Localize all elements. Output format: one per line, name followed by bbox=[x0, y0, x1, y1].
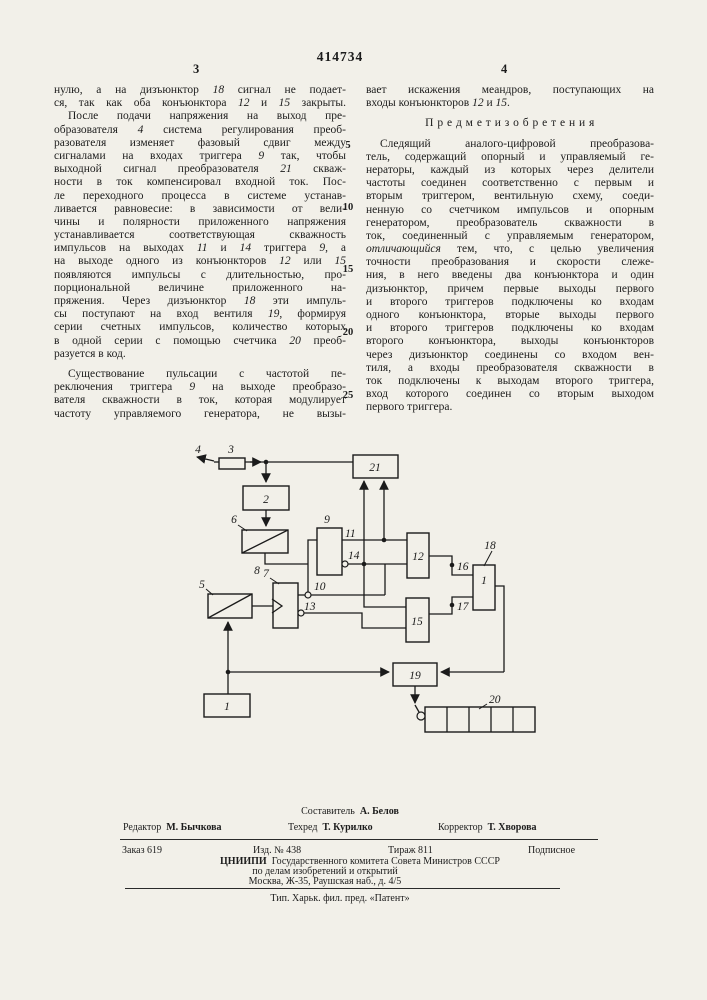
corrector-label: Корректор bbox=[438, 822, 483, 833]
junction-dot bbox=[264, 460, 269, 465]
text-line: ле переходного процесса в системе устанав- bbox=[54, 189, 346, 202]
wire-8-into-9 bbox=[308, 540, 317, 564]
compiler-line bbox=[150, 806, 550, 817]
subscription-note: Подписное bbox=[528, 845, 576, 856]
leader-18 bbox=[484, 551, 492, 566]
wire-stub bbox=[415, 705, 419, 712]
counter-input-circle bbox=[417, 712, 425, 720]
text-line: на выходе одного из конъюнкторов 12 или 15 bbox=[54, 255, 346, 268]
label-8: 8 bbox=[254, 565, 260, 577]
gutter-line-number: 5 bbox=[345, 140, 351, 151]
page-number-left: 3 bbox=[193, 62, 200, 76]
techred-label: Техред bbox=[288, 822, 318, 833]
label-or-symbol: 1 bbox=[481, 575, 487, 587]
label-2: 2 bbox=[263, 494, 269, 506]
text-line: через дизъюнктор соединены со входом вен- bbox=[366, 348, 654, 361]
junction-dot-17 bbox=[450, 603, 455, 608]
text-line: второго конъюнктора, выходы конъюнкторов bbox=[366, 335, 654, 348]
text-line: ся, так как оба конъюнктора 12 и 15 закрыты. bbox=[54, 97, 346, 110]
text-line: устанавливается соответствующая скважность bbox=[54, 229, 346, 242]
text-line: отличающийся тем, что, с целью увеличения bbox=[366, 243, 654, 256]
text-line: серии счетных импульсов, количество которых bbox=[54, 321, 346, 334]
text-line: сы поступают на вход вентиля 19, формируя bbox=[54, 308, 346, 321]
junction-dot bbox=[362, 562, 367, 567]
text-line: генератором, преобразователь скважности в bbox=[366, 216, 654, 229]
block-9-trigger bbox=[317, 528, 342, 575]
input-terminal-arrow bbox=[197, 457, 214, 461]
org-description: Государственного комитета Совета Министров СССР bbox=[271, 856, 500, 867]
output-circle-10 bbox=[305, 592, 311, 598]
block-5-diagonal bbox=[208, 594, 252, 618]
text-line: порциональной величине приложенного на- bbox=[54, 281, 346, 294]
label-15: 15 bbox=[411, 616, 423, 628]
text-line: и второго триггеров подключены ко входам bbox=[366, 322, 654, 335]
text-line bbox=[366, 131, 654, 138]
text-line: появляются импульсы с длительностью, про- bbox=[54, 268, 346, 281]
gutter-line-number: 15 bbox=[342, 264, 354, 275]
label-21: 21 bbox=[369, 462, 381, 474]
text-line: вает искажения меандров, поступающих на bbox=[366, 84, 654, 96]
org-line2: по делам изобретений и открытий bbox=[252, 866, 398, 877]
text-line: пряжения. Через дизъюнктор 18 эти импуль- bbox=[54, 295, 346, 307]
text-line: частоту управляемого генератора, не вызы- bbox=[54, 407, 346, 420]
printer-line: Тип. Харьк. фил. пред. «Патент» bbox=[270, 893, 410, 904]
text-line: ности в ток компенсировал входной ток. Пос- bbox=[54, 176, 346, 189]
block-18-disjunctor bbox=[473, 565, 495, 610]
label-10: 10 bbox=[314, 581, 326, 593]
org-name: ЦНИИПИ bbox=[220, 856, 267, 867]
text-line: реключения триггера 9 на выходе преобразо- bbox=[54, 381, 346, 394]
editor-credit bbox=[123, 822, 222, 833]
corrector-name: Т. Хворова bbox=[487, 822, 537, 833]
text-line: вателя скважности в ток, которая модулирует bbox=[54, 394, 346, 407]
diagram-blocks bbox=[204, 455, 535, 732]
circuit-block-diagram bbox=[180, 438, 565, 745]
label-20: 20 bbox=[489, 694, 501, 706]
print-run: Тираж 811 bbox=[388, 845, 433, 856]
wire-8 bbox=[265, 553, 308, 564]
label-19: 19 bbox=[409, 670, 421, 682]
text-line: чины и полярности приложенного напряжения bbox=[54, 215, 346, 228]
gutter-line-number: 10 bbox=[342, 202, 354, 213]
text-line: После подачи напряжения на выход пре- bbox=[68, 110, 346, 123]
text-line: вход которого соединен со вторым выходом bbox=[366, 388, 654, 401]
footer-rule bbox=[120, 839, 598, 840]
text-line: разователя изменяет фазовый сдвиг между bbox=[54, 136, 346, 149]
text-line: в одной серии с помощью счетчика 20 преоб- bbox=[54, 334, 346, 347]
label-9: 9 bbox=[324, 514, 330, 526]
label-4: 4 bbox=[195, 444, 201, 456]
text-line: импульсов на выходах 11 и 14 триггера 9, а bbox=[54, 242, 347, 255]
text-line: частоты соединен соответственно с первым и bbox=[366, 177, 654, 190]
text-line bbox=[54, 361, 346, 368]
block-7-trigger bbox=[273, 583, 298, 628]
text-line: первого триггера. bbox=[366, 401, 453, 414]
text-line: дизъюнктор, причем первые выходы первого bbox=[366, 282, 654, 295]
text-line: тель, содержащий опорный и управляемый ге- bbox=[366, 150, 654, 163]
text-line: нераторы, каждый из которых через делители bbox=[366, 163, 654, 176]
text-line: вторым триггером, вентильную схему, соеди- bbox=[366, 190, 654, 203]
gutter-line-number: 20 bbox=[342, 327, 354, 338]
block-3-resistor bbox=[219, 458, 245, 469]
label-7: 7 bbox=[263, 568, 269, 580]
text-line: ток, соединенный с управляемым генератором, bbox=[366, 229, 654, 242]
label-14: 14 bbox=[348, 550, 360, 562]
right-text-column bbox=[366, 84, 654, 415]
text-line: сигналами на входах триггера 9 так, чтобы bbox=[54, 149, 347, 162]
text-line: Существование пульсации с частотой пе- bbox=[68, 367, 346, 380]
label-12: 12 bbox=[412, 551, 424, 563]
techred-credit bbox=[288, 822, 373, 833]
techred-name: Т. Курилко bbox=[322, 822, 373, 833]
label-1: 1 bbox=[224, 701, 230, 713]
wire-18-out bbox=[495, 586, 504, 672]
text-line: образователя 4 система регулирования преоб- bbox=[54, 123, 346, 136]
text-line: ненную со счетчиком импульсов и опорным bbox=[366, 203, 654, 216]
text-line: ния, в него введены два конъюнктора и один bbox=[366, 269, 654, 282]
compiler-name: А. Белов bbox=[359, 806, 399, 817]
label-11: 11 bbox=[345, 528, 356, 540]
text-line: входы конъюнкторов 12 и 15. bbox=[366, 97, 510, 110]
label-17: 17 bbox=[457, 601, 469, 613]
text-line: одного конъюнктора, вторые выходы первого bbox=[366, 309, 654, 321]
wire-13-to-15 bbox=[304, 613, 406, 628]
block-20-counter bbox=[425, 707, 535, 732]
text-line: точности преобразования и скорости слеже- bbox=[366, 256, 654, 269]
junction-dot-16 bbox=[450, 563, 455, 568]
label-5: 5 bbox=[199, 579, 205, 591]
org-address: Москва, Ж-35, Раушская наб., д. 4/5 bbox=[248, 876, 402, 887]
text-line: ток подключены к выходам второго триггера, bbox=[366, 374, 654, 387]
label-6: 6 bbox=[231, 514, 237, 526]
patent-number: 414734 bbox=[316, 49, 364, 64]
edition-number: Изд. № 438 bbox=[253, 845, 302, 856]
left-text-column bbox=[54, 84, 346, 421]
block-6-diagonal bbox=[242, 530, 288, 553]
text-line: П р е д м е т и з о б р е т е н и я bbox=[425, 117, 595, 130]
editor-label: Редактор bbox=[123, 822, 162, 833]
text-line: тиля, а входы преобразователя скважности в bbox=[366, 361, 654, 374]
text-line bbox=[366, 110, 654, 117]
label-18: 18 bbox=[484, 540, 496, 552]
corrector-credit bbox=[438, 822, 537, 833]
text-line: Следящий аналого-цифровой преобразова- bbox=[380, 137, 654, 150]
text-line: ливается равновесие: в зависимости от вели- bbox=[54, 202, 346, 215]
label-16: 16 bbox=[457, 561, 469, 573]
page-number-right: 4 bbox=[501, 62, 508, 76]
junction-dot bbox=[226, 670, 231, 675]
compiler-label: Составитель bbox=[301, 806, 355, 817]
footer-rule bbox=[125, 888, 560, 889]
text-line: разуется в код. bbox=[54, 347, 126, 360]
order-number: Заказ 619 bbox=[122, 845, 163, 856]
gutter-line-number: 25 bbox=[342, 390, 354, 401]
editor-name: М. Бычкова bbox=[166, 822, 222, 833]
label-3: 3 bbox=[228, 444, 234, 456]
text-line: нулю, а на дизъюнктор 18 сигнал не подает- bbox=[54, 84, 346, 96]
text-line: и второго триггеров подключены ко входам bbox=[366, 295, 654, 308]
label-13: 13 bbox=[304, 601, 316, 613]
text-line: выходной сигнал преобразователя 21 скваж- bbox=[54, 163, 346, 176]
junction-dot bbox=[382, 538, 387, 543]
